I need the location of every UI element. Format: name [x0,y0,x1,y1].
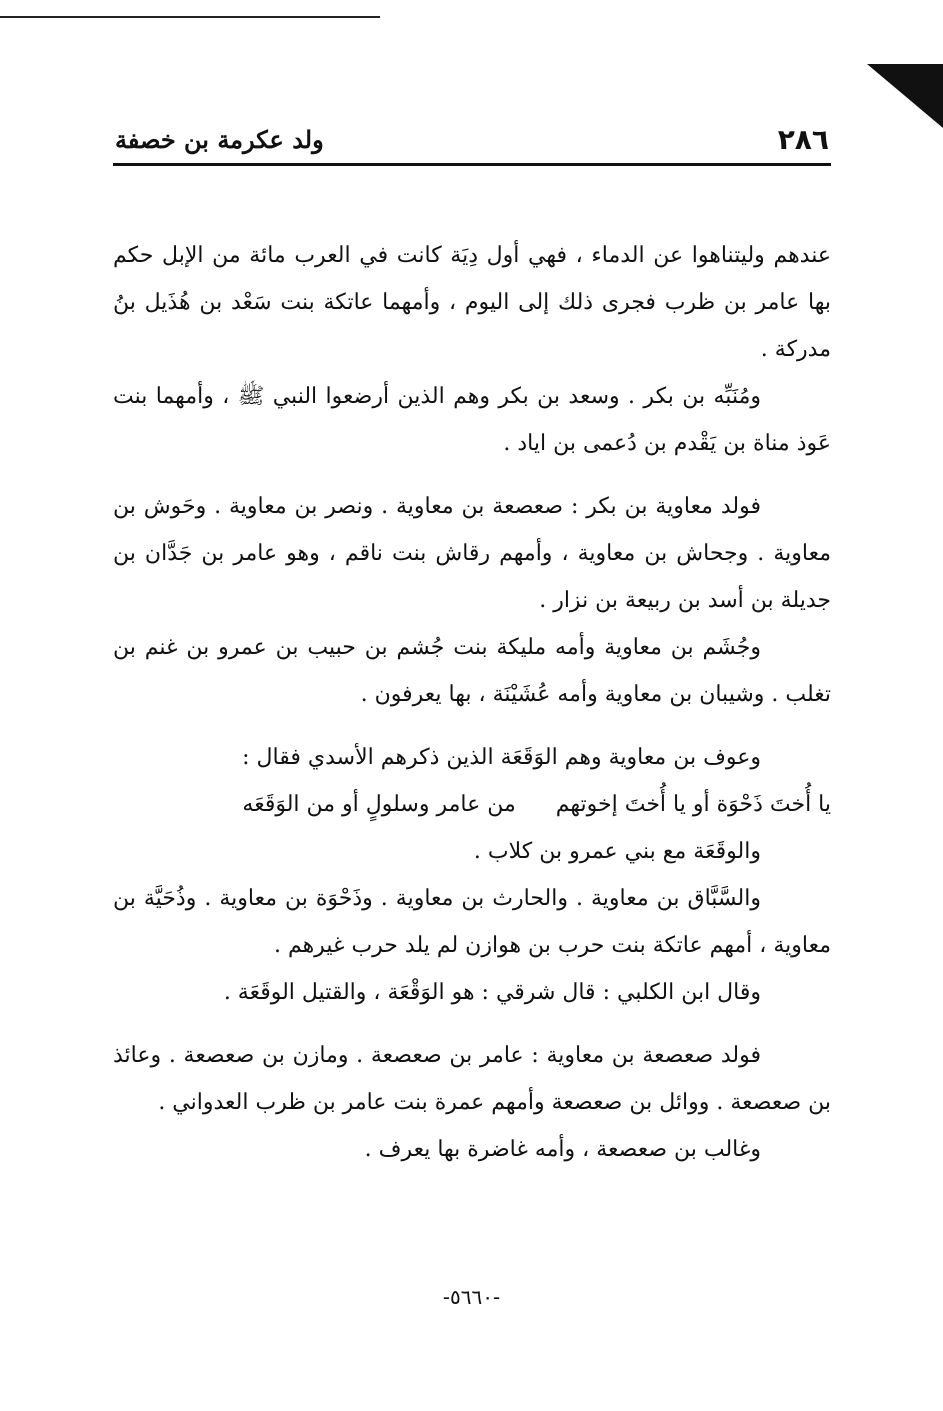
paragraph: وغالب بن صعصعة ، وأمه غاضرة بها يعرف . [364,1137,761,1162]
body-text [113,232,831,1173]
paragraph: والوقَعَة مع بني عمرو بن كلاب . [473,839,761,864]
paragraph: وقال ابن الكلبي : قال شرقي : هو الوَقْعَة ، والقتيل الوقَعَة . [223,980,761,1005]
paragraph: والسَّبَّاق بن معاوية . والحارث بن معاوية . وذَحْوَة بن معاوية . وذُحَيَّة بن معاوية ، أمهم عاتكة بنت حرب بن هوازن لم يلد حرب غيرهم . [113,886,831,958]
running-title: ولد عكرمة بن خصفة [115,125,324,154]
verse-first-hemistich: يا أُختَ ذَحْوَة أو يا أُختَ إخوتهم [555,792,831,817]
verse-line [113,781,831,828]
paragraph: عندهم وليتناهوا عن الدماء ، فهي أول دِيَة كانت في العرب مائة من الإبل حكم بها عامر بن ظرب فجرى ذلك إلى اليوم ، وأمهما عاتكة بنت سَعْد بن هُذَيل بنُ مدركة . [113,243,831,362]
page-folio: -٥٦٦٠- [442,1285,501,1309]
top-rule [0,16,380,18]
paragraph: وعوف بن معاوية وهم الوَقَعَة الذين ذكرهم الأسدي فقال : [242,745,761,770]
paragraph: فولد صعصعة بن معاوية : عامر بن صعصعة . ومازن بن صعصعة . وعائذ بن صعصعة . ووائل بن صعصعة وأمهم عمرة بنت عامر بن ظرب العدواني . [113,1043,831,1115]
page-header [115,120,829,162]
paragraph: وجُشَم بن معاوية وأمه مليكة بنت جُشم بن حبيب بن عمرو بن غنم بن تغلب . وشيبان بن معاوية وأمه عُشَيْنَة ، بها يعرفون . [113,635,831,707]
page-number: ٢٨٦ [777,123,829,156]
paragraph: فولد معاوية بن بكر : صعصعة بن معاوية . ونصر بن معاوية . وحَوش بن معاوية . وجحاش بن معاوية ، وأمهم رقاش بنت ناقم ، وهو عامر بن جَدَّان بن جديلة بن أسد بن ربيعة بن نزار . [113,494,831,613]
corner-triangle-mark [867,64,943,128]
header-rule [113,163,831,166]
paragraph: ومُنَبِّه بن بكر . وسعد بن بكر وهم الذين أرضعوا النبي ﷺ ، وأمهما بنت عَوذ مناة بن يَقْدم بن دُعمى بن اياد . [113,384,831,456]
verse-second-hemistich: من عامر وسلولٍ أو من الوَقَعَه [242,792,516,817]
